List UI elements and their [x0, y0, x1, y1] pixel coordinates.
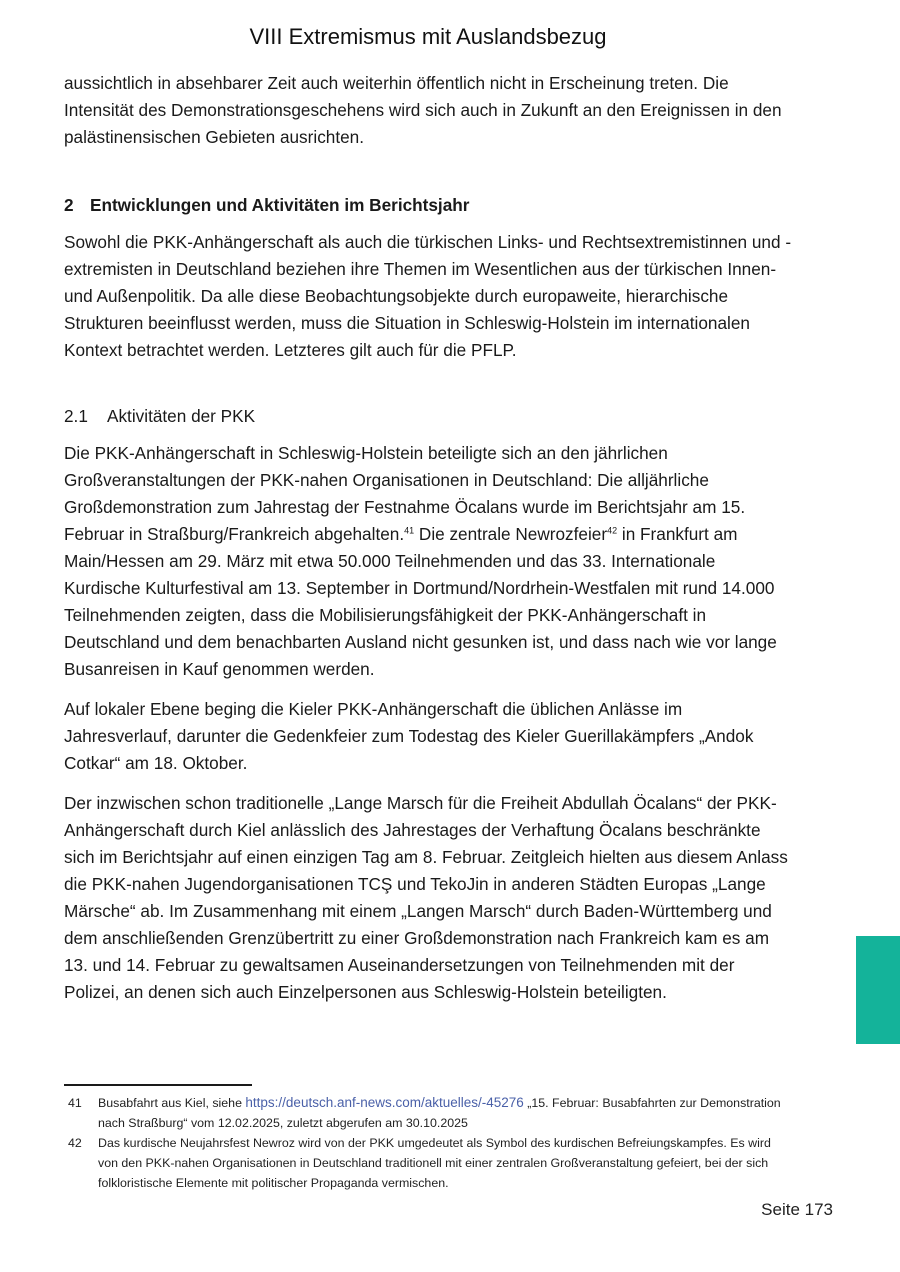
footnote-text — [98, 1093, 794, 1133]
footnotes — [64, 1093, 794, 1193]
intro-paragraph: aussichtlich in absehbarer Zeit auch weiterhin öffentlich nicht in Erscheinung treten. Die Intensität des Demonstrationsgeschehens wird sich auch in Zukunft an den Ereignissen in den palästinensischen Gebieten ausrichten. — [64, 73, 782, 147]
subsection-title: Aktivitäten der PKK — [107, 406, 256, 426]
footnote-42 — [64, 1133, 794, 1193]
chapter-side-tab — [856, 936, 900, 1044]
footnote-number: 42 — [68, 1136, 82, 1150]
section-number: 2 — [64, 195, 74, 215]
pkk-paragraph-3: Der inzwischen schon traditionelle „Lange Marsch für die Freiheit Abdullah Öcalans“ der PKK-Anhängerschaft durch Kiel anlässlich des Jahrestages der Verhaftung Öcalans beschränkte sich im Berichtsjahr auf einen einzigen Tag am 8. Februar. Zeitgleich hielten aus diesem Anlass die PKK-nahen Jugendorganisationen TCŞ und TekoJin in anderen Städten Europas „Lange Märsche“ ab. Im Zusammenhang mit einem „Langen Marsch“ durch Baden-Württemberg und dem anschließenden Grenzübertritt zu einer Großdemonstration nach Frankreich kam es am 13. und 14. Februar zu gewaltsamen Auseinandersetzungen von Teilnehmenden mit der Polizei, an denen sich auch Einzelpersonen aus Schleswig-Holstein beteiligten. — [64, 793, 788, 1002]
footnote-text-part: Busabfahrt aus Kiel, siehe — [98, 1096, 246, 1110]
section-2-paragraph: Sowohl die PKK-Anhängerschaft als auch die türkischen Links- und Rechtsextremistinnen und -extremisten in Deutschland beziehen ihre Themen im Wesentlichen aus der türkischen Innen- und Außenpolitik. Da alle diese Beobachtungsobjekte durch europaweite, hierarchische Strukturen beeinflusst werden, muss die Situation in Schleswig-Holstein im internationalen Kontext betrachtet werden. Letzteres gilt auch für die PFLP. — [64, 232, 792, 360]
page-number: Seite 173 — [761, 1200, 833, 1219]
paragraph-text: Die zentrale Newrozfeier — [414, 524, 608, 544]
footnote-divider — [64, 1084, 252, 1086]
footnote-link[interactable]: https://deutsch.anf-news.com/aktuelles/-45276 — [245, 1095, 524, 1110]
section-heading-2-1 — [64, 404, 794, 428]
pkk-paragraph-1 — [64, 440, 794, 683]
footnote-text: Das kurdische Neujahrsfest Newroz wird von der PKK umgedeutet als Symbol des kurdischen Befreiungskampfes. Es wird von den PKK-nahen Organisationen in Deutschland traditionell mit einer zentralen Großveranstaltung gefeiert, bei der sich folkloristische Elemente mit politischer Propaganda vermischen. — [98, 1136, 771, 1190]
footnote-ref-41[interactable]: 41 — [404, 525, 415, 536]
footnote-41 — [64, 1093, 794, 1133]
footnote-number: 41 — [68, 1096, 82, 1110]
subsection-number: 2.1 — [64, 406, 88, 426]
pkk-paragraph-2: Auf lokaler Ebene beging die Kieler PKK-Anhängerschaft die üblichen Anlässe im Jahresverlauf, darunter die Gedenkfeier zum Todestag des Kieler Guerillakämpfers „Andok Cotkar“ am 18. Oktober. — [64, 699, 754, 773]
page-title: VIII Extremismus mit Auslandsbezug — [249, 24, 607, 49]
footnote-ref-42[interactable]: 42 — [607, 525, 618, 536]
section-heading-2 — [64, 193, 794, 217]
paragraph-text: Die PKK-Anhängerschaft in Schleswig-Holstein beteiligte sich an den jährlichen Großveranstaltungen der PKK-nahen Organisationen in Deutschland: Die alljährliche Großdemonstration zum Jahrestag der Festnahme Öcalans wurde im Berichtsjahr am 15. Februar in Straßburg/Frankreich abgehalten. — [64, 443, 746, 544]
paragraph-text: in Frankfurt am Main/Hessen am 29. März mit etwa 50.000 Teilnehmenden und das 33. Internationale Kurdische Kulturfestival am 13. September in Dortmund/Nordrhein-Westfalen mit rund 14.000 Teilnehmenden zeigten, dass die Mobilisierungsfähigkeit der PKK-Anhängerschaft in Deutschland und dem benachbarten Ausland nicht gesunken ist, und dass nach wie vor lange Busanreisen in Kauf genommen werden. — [64, 524, 777, 679]
main-content — [64, 70, 794, 1019]
footnote-text-part: „15. Februar: Busabfahrten zur Demonstration nach Straßburg“ vom 12.02.2025, zuletzt abgerufen am 30.10.2025 — [98, 1096, 781, 1130]
section-title: Entwicklungen und Aktivitäten im Berichtsjahr — [90, 195, 470, 215]
